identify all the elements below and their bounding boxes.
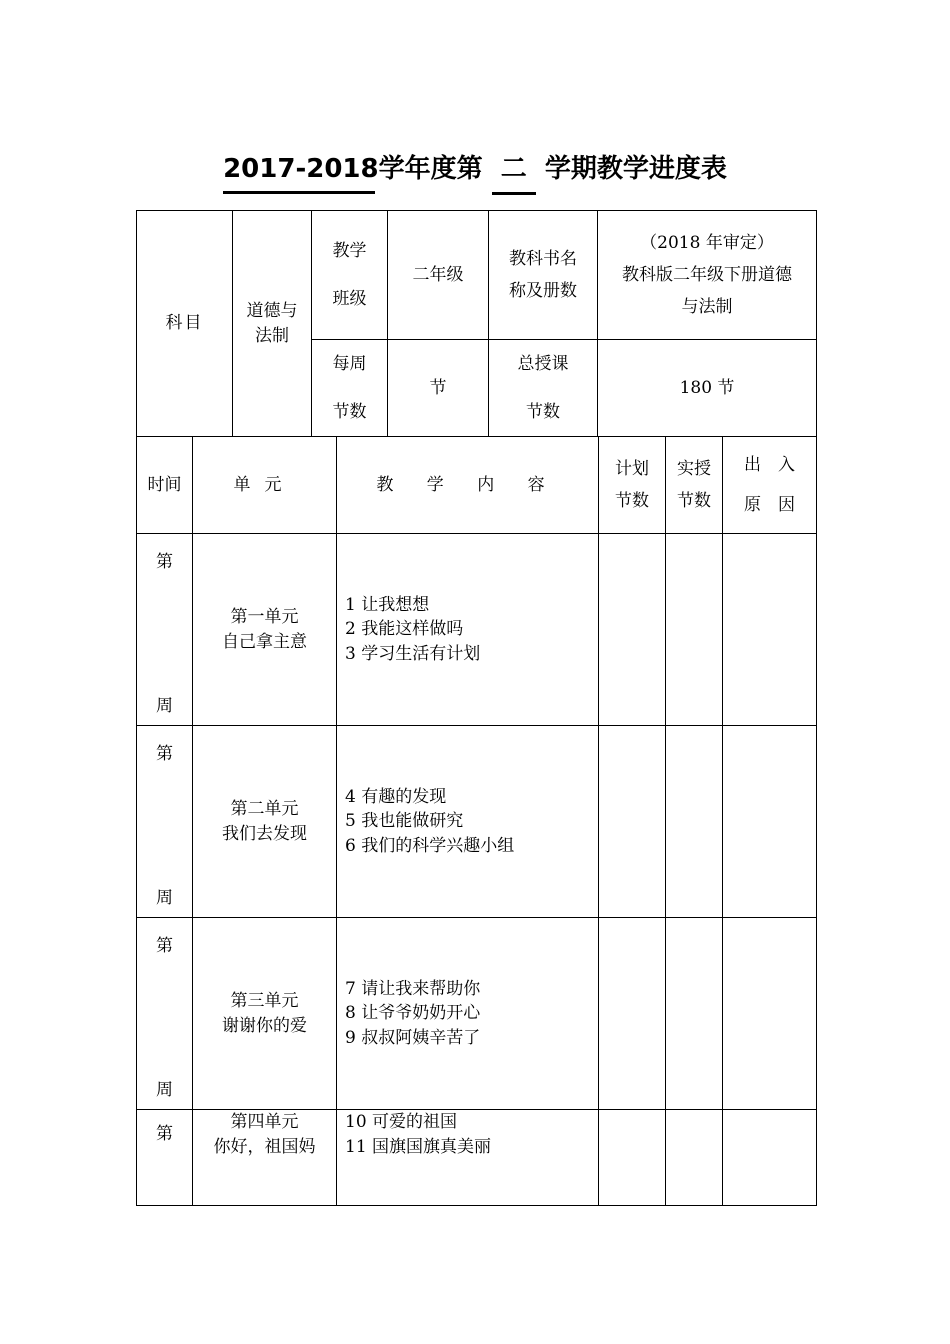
- subject-label: 科目: [137, 211, 233, 437]
- class-label: 教学 班级: [312, 211, 388, 340]
- col-content: 教 学 内 容: [337, 437, 599, 534]
- course-info-table: [136, 210, 817, 437]
- week-cell: 第: [137, 1110, 193, 1206]
- reason-cell[interactable]: [723, 726, 817, 918]
- col-planned: 计划 节数: [599, 437, 666, 534]
- book-value: （2018 年审定） 教科版二年级下册道德 与法制: [598, 211, 817, 340]
- unit-cell: 第一单元 自己拿主意: [193, 534, 337, 726]
- title-semester: 二: [492, 148, 536, 185]
- col-reason: 出 入 原 因: [723, 437, 817, 534]
- lesson-list: [337, 534, 599, 726]
- lesson-list: [337, 1110, 599, 1206]
- actual-cell[interactable]: [666, 726, 723, 918]
- reason-cell[interactable]: [723, 1110, 817, 1206]
- table-row: [137, 1110, 817, 1206]
- reason-cell[interactable]: [723, 918, 817, 1110]
- title-year-range: 2017-2018: [223, 154, 379, 184]
- weekly-value: 节: [388, 340, 489, 437]
- lesson-item: 3 学习生活有计划: [345, 643, 481, 664]
- lesson-list: [337, 918, 599, 1110]
- lesson-item: 10 可爱的祖国: [345, 1112, 458, 1132]
- unit-cell: 第二单元 我们去发现: [193, 726, 337, 918]
- title-mid: 学年度第: [378, 154, 483, 184]
- planned-cell[interactable]: [599, 1110, 666, 1206]
- planned-cell[interactable]: [599, 534, 666, 726]
- lesson-list: [337, 726, 599, 918]
- table-row: [137, 534, 817, 726]
- page-title: [0, 148, 950, 185]
- col-unit: 单元: [193, 437, 337, 534]
- planned-cell[interactable]: [599, 726, 666, 918]
- lesson-item: 7 请让我来帮助你: [345, 978, 481, 999]
- unit-cell: 第三单元 谢谢你的爱: [193, 918, 337, 1110]
- actual-cell[interactable]: [666, 534, 723, 726]
- lesson-item: 8 让爷爷奶奶开心: [345, 1003, 481, 1024]
- reason-cell[interactable]: [723, 534, 817, 726]
- lesson-item: 9 叔叔阿姨辛苦了: [345, 1027, 481, 1048]
- lesson-item: 2 我能这样做吗: [345, 619, 464, 640]
- week-cell: 第 周: [137, 918, 193, 1110]
- class-value: 二年级: [388, 211, 489, 340]
- week-cell: 第 周: [137, 726, 193, 918]
- title-tail: 学期教学进度表: [544, 154, 727, 184]
- week-cell: 第 周: [137, 534, 193, 726]
- total-label: 总授课 节数: [489, 340, 598, 437]
- planned-cell[interactable]: [599, 918, 666, 1110]
- col-actual: 实授 节数: [666, 437, 723, 534]
- weekly-label: 每周 节数: [312, 340, 388, 437]
- table-row: [137, 726, 817, 918]
- actual-cell[interactable]: [666, 918, 723, 1110]
- lesson-item: 5 我也能做研究: [345, 811, 464, 832]
- schedule-header-row: [137, 437, 817, 534]
- lesson-item: 1 让我想想: [345, 594, 430, 615]
- book-label: 教科书名 称及册数: [489, 211, 598, 340]
- lesson-item: 11 国旗国旗真美丽: [345, 1136, 492, 1157]
- total-value: 180 节: [598, 340, 817, 437]
- unit-cell: 第四单元 你好，祖国妈: [193, 1110, 337, 1206]
- subject-value: 道德与 法制: [233, 211, 312, 437]
- lesson-item: 6 我们的科学兴趣小组: [345, 835, 515, 856]
- actual-cell[interactable]: [666, 1110, 723, 1206]
- schedule-table: [136, 436, 817, 1206]
- col-time: 时间: [137, 437, 193, 534]
- lesson-item: 4 有趣的发现: [345, 786, 447, 807]
- table-row: [137, 918, 817, 1110]
